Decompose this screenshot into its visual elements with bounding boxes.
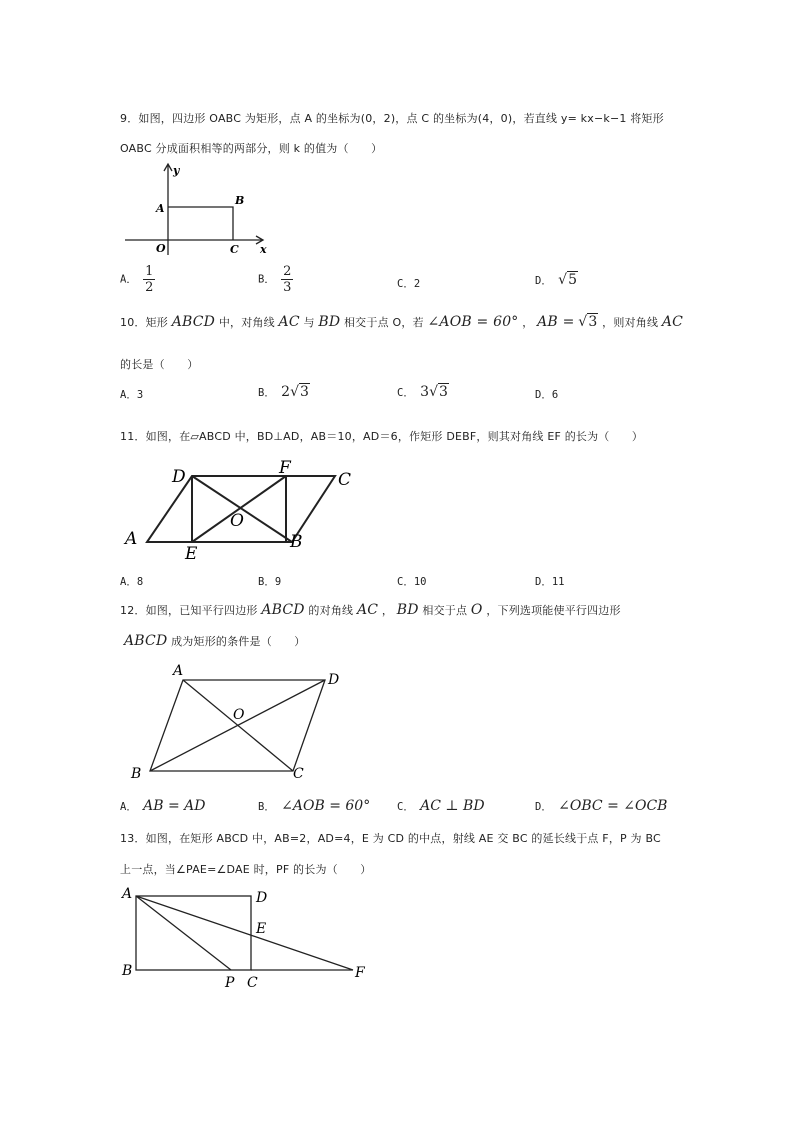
- q9-stem-line1: 9．如图，四边形 OABC 为矩形，点 A 的坐标为(0，2)，点 C 的坐标为(4，0)，若直线 y= kx−k−1 将矩形: [120, 112, 664, 125]
- q12-math-abcd: ABCD: [261, 602, 305, 618]
- q9-option-a-fraction: [143, 264, 155, 295]
- q9-option-a[interactable]: [120, 264, 155, 295]
- q12-text-3: ，: [381, 604, 394, 617]
- q13-label-f: F: [355, 965, 365, 981]
- q11-option-d-value: 11: [551, 576, 565, 588]
- q12-text-6: 成为矩形的条件是（ ）: [171, 635, 306, 648]
- q12-text-5: ，下列选项能使平行四边形: [486, 604, 621, 617]
- q12-option-b-label: B．: [258, 801, 275, 813]
- q11-option-b[interactable]: [258, 574, 281, 589]
- q9-option-d-label: D．: [535, 275, 552, 287]
- q11-option-b-value: 9: [274, 576, 282, 588]
- q12-stem-line2: [124, 633, 306, 649]
- q13-label-e: E: [256, 921, 267, 937]
- q10-text-5: ，: [522, 316, 534, 329]
- q12-option-c[interactable]: [397, 798, 485, 814]
- q9-option-a-numerator: 1: [145, 264, 154, 279]
- q10-math-sqrt3: √3: [578, 314, 598, 330]
- q11-label-a: A: [125, 529, 138, 549]
- q9-option-c-label: C．: [397, 278, 414, 290]
- q12-figure: [125, 660, 355, 785]
- q9-option-b-denominator: 3: [283, 280, 292, 295]
- q10-option-c-label: C．: [397, 387, 414, 399]
- q11-option-b-label: B．: [258, 576, 275, 588]
- q10-math-ac2: AC: [661, 314, 684, 330]
- q10-text-2: 中，对角线: [218, 316, 275, 329]
- q10-option-a-label: A．: [120, 389, 137, 401]
- q9-option-c[interactable]: [397, 276, 420, 291]
- q13-label-p: P: [225, 975, 235, 991]
- q11-label-d: D: [172, 467, 186, 487]
- q10-math-angle: ∠AOB = 60°: [427, 314, 519, 330]
- q11-option-a-label: A．: [120, 576, 137, 588]
- q12-option-a-value: AB = AD: [143, 798, 206, 814]
- q13-label-c: C: [247, 975, 258, 991]
- q10-stem-line2: 的长是（ ）: [120, 358, 199, 371]
- q9-label-c: C: [230, 243, 239, 256]
- q10-option-c-radicand: 3: [439, 384, 448, 400]
- q9-label-b: B: [235, 194, 245, 207]
- q10-option-a[interactable]: [120, 387, 143, 402]
- q11-label-e: E: [185, 544, 198, 564]
- q11-option-c-label: C．: [397, 576, 414, 588]
- q10-math-ab: AB =: [537, 314, 575, 330]
- q10-option-d-value: 6: [551, 389, 559, 401]
- q11-label-b: B: [290, 532, 303, 552]
- q12-text-1: 12．如图，已知平行四边形: [120, 604, 258, 617]
- q10-text-4: 相交于点 O，若: [343, 316, 424, 329]
- q10-option-b-label: B．: [258, 387, 275, 399]
- q10-math-abcd: ABCD: [171, 314, 216, 330]
- q9-option-b-label: B．: [258, 273, 275, 286]
- q11-option-d[interactable]: [535, 574, 564, 589]
- q9-option-a-label: A．: [120, 273, 137, 286]
- q12-label-c: C: [293, 766, 304, 782]
- q12-text-4: 相交于点: [422, 604, 468, 617]
- q11-label-f: F: [279, 458, 291, 478]
- q10-option-c-coef: 3: [420, 384, 430, 400]
- q12-math-ac: AC: [356, 602, 379, 618]
- q9-stem-line2: OABC 分成面积相等的两部分，则 k 的值为（ ）: [120, 142, 383, 155]
- q10-math-bd: BD: [318, 314, 341, 330]
- q12-math-abcd2: ABCD: [124, 633, 168, 649]
- q12-label-b: B: [131, 766, 142, 782]
- q9-option-a-denominator: 2: [145, 280, 154, 295]
- q9-option-d[interactable]: [535, 272, 578, 288]
- q10-text-6: ，则对角线: [602, 316, 659, 329]
- q10-text-1: 10．矩形: [120, 316, 168, 329]
- q9-option-b-numerator: 2: [283, 264, 292, 279]
- q10-text-3: 与: [303, 316, 315, 329]
- q10-option-b[interactable]: [258, 384, 310, 400]
- q12-option-c-label: C．: [397, 801, 414, 813]
- q9-label-y: y: [173, 164, 180, 177]
- q11-option-d-label: D．: [535, 576, 552, 588]
- q10-stem-line1: [120, 314, 683, 330]
- q13-stem-line1: 13．如图，在矩形 ABCD 中，AB=2，AD=4，E 为 CD 的中点，射线 AE 交 BC 的延长线于点 F，P 为 BC: [120, 832, 661, 845]
- q11-option-a-value: 8: [136, 576, 144, 588]
- q11-figure: [120, 455, 370, 570]
- q12-label-d: D: [328, 672, 340, 688]
- q9-option-b[interactable]: [258, 264, 293, 295]
- q11-label-c: C: [338, 470, 352, 490]
- q9-option-d-sqrt: √5: [558, 272, 577, 288]
- q11-label-o: O: [230, 511, 244, 531]
- q11-option-c-value: 10: [413, 576, 427, 588]
- q10-math-ac: AC: [278, 314, 300, 330]
- q12-stem-line1: [120, 602, 621, 618]
- q10-option-d-label: D．: [535, 389, 552, 401]
- q10-option-b-coef: 2: [281, 384, 291, 400]
- q12-option-a-label: A．: [120, 801, 137, 813]
- q10-option-d[interactable]: [535, 387, 558, 402]
- q12-text-2: 的对角线: [308, 604, 354, 617]
- q9-option-d-radicand: 5: [568, 272, 577, 288]
- q10-option-c[interactable]: [397, 384, 449, 400]
- q13-label-d: D: [256, 890, 268, 906]
- q10-option-b-value: 2√3: [281, 384, 309, 400]
- q12-option-c-value: AC ⊥ BD: [420, 798, 485, 814]
- q10-option-c-value: 3√3: [420, 384, 448, 400]
- q12-label-o: O: [233, 707, 245, 723]
- q11-stem-line1: 11．如图，在▱ABCD 中，BD⊥AD，AB＝10，AD＝6，作矩形 DEBF，则其对角线 EF 的长为（ ）: [120, 430, 644, 443]
- q12-option-b[interactable]: [258, 798, 370, 814]
- q12-option-d[interactable]: [535, 798, 667, 814]
- q12-label-a: A: [173, 663, 184, 679]
- q10-option-a-value: 3: [136, 389, 144, 401]
- q9-label-o: O: [156, 242, 166, 255]
- q11-option-c[interactable]: [397, 574, 426, 589]
- q13-label-a: A: [122, 886, 133, 902]
- q12-option-d-value: ∠OBC = ∠OCB: [558, 798, 668, 814]
- q12-option-a[interactable]: [120, 798, 206, 814]
- q12-option-b-value: ∠AOB = 60°: [281, 798, 371, 814]
- q13-figure: [118, 882, 378, 992]
- q12-option-d-label: D．: [535, 801, 552, 813]
- q9-label-x: x: [260, 243, 267, 256]
- q10-option-b-radicand: 3: [300, 384, 309, 400]
- q9-label-a: A: [156, 202, 165, 215]
- q9-figure: [120, 160, 280, 260]
- q11-option-a[interactable]: [120, 574, 143, 589]
- q13-label-b: B: [122, 963, 133, 979]
- q13-stem-line2: 上一点，当∠PAE=∠DAE 时，PF 的长为（ ）: [120, 863, 372, 876]
- q12-math-bd: BD: [396, 602, 419, 618]
- q12-math-o: O: [470, 602, 483, 618]
- q9-option-c-value: 2: [413, 278, 421, 290]
- q9-option-b-fraction: [281, 264, 293, 295]
- q10-sqrt-radicand: 3: [588, 314, 598, 330]
